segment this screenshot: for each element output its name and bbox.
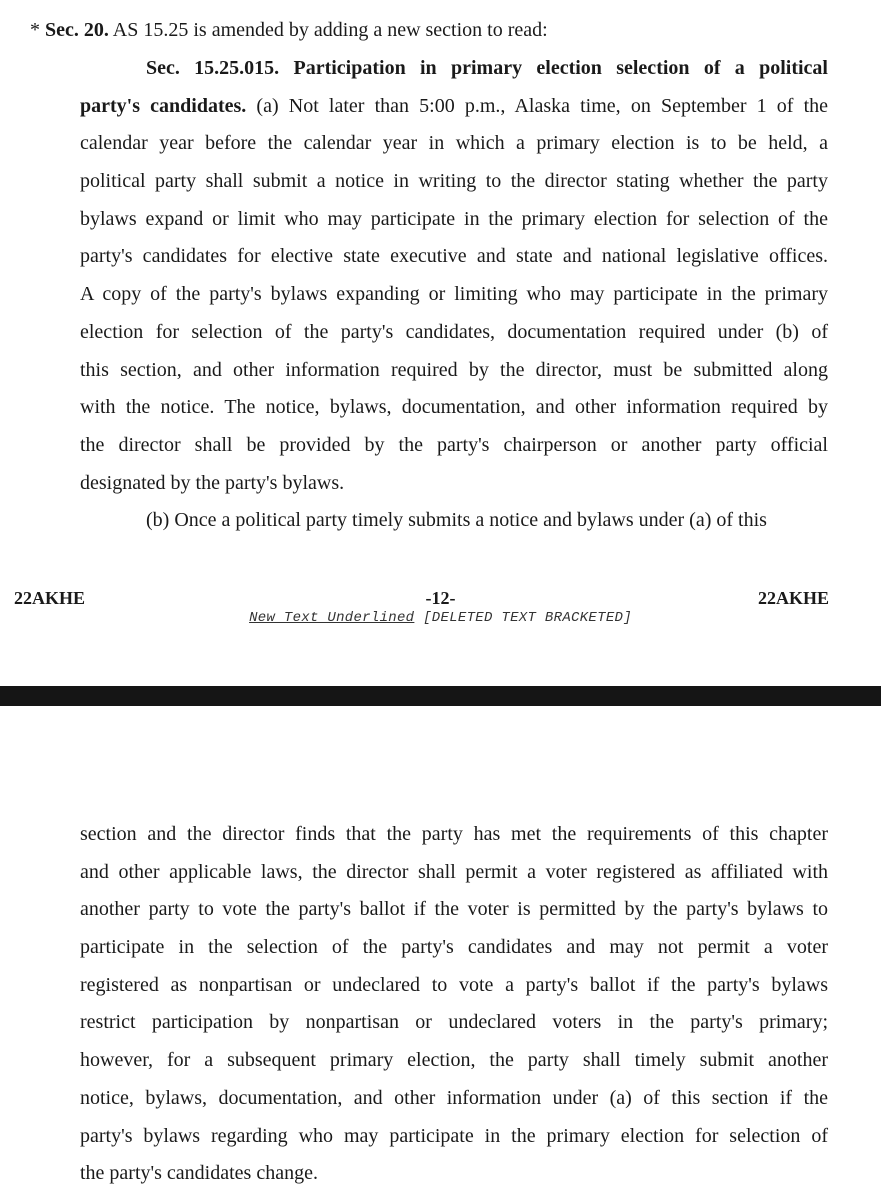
- text-line: election for selection of the party's candidates, documentation required under (b) of: [80, 320, 828, 343]
- page-bottom: [0, 706, 881, 1200]
- footer-legend: [0, 610, 881, 626]
- legend-deleted-text: [DELETED TEXT BRACKETED]: [414, 610, 632, 626]
- text-line: the party's candidates change.: [80, 1162, 318, 1185]
- text-line: the director shall be provided by the party's chairperson or another party official: [80, 433, 828, 456]
- footer-page-number: -12-: [425, 588, 456, 608]
- legend-new-text: New Text Underlined: [249, 610, 415, 626]
- text-line: with the notice. The notice, bylaws, documentation, and other information required by: [80, 396, 828, 419]
- footer-doc-code-right: 22AKHE: [757, 588, 829, 608]
- new-section-title: Sec. 15.25.015. Participation in primary election selection of a political: [146, 57, 828, 79]
- text-line: party's bylaws regarding who may participate in the primary election for selection of: [80, 1124, 828, 1147]
- text-line: another party to vote the party's ballot if the voter is permitted by the party's bylaws to: [80, 898, 828, 921]
- text-line: political party shall submit a notice in writing to the director stating whether the party: [80, 170, 828, 193]
- text-line: (b) Once a political party timely submits a notice and bylaws under (a) of this: [146, 509, 767, 532]
- text-line: calendar year before the calendar year in which a primary election is to be held, a: [80, 132, 828, 155]
- new-section-title-continued: party's candidates.: [80, 94, 247, 117]
- text-line: A copy of the party's bylaws expanding or limiting who may participate in the primary: [80, 283, 828, 306]
- page-divider: [0, 686, 881, 706]
- text-line: participate in the selection of the party's candidates and may not permit a voter: [80, 936, 828, 959]
- text-line: however, for a subsequent primary election, the party shall timely submit another: [80, 1049, 828, 1072]
- section-heading-text: AS 15.25 is amended by adding a new section to read:: [108, 19, 548, 41]
- text-line: section and the director finds that the party has met the requirements of this chapter: [80, 823, 828, 845]
- section-marker: *: [30, 19, 40, 41]
- section-label: Sec. 20.: [45, 19, 109, 41]
- text-line: restrict participation by nonpartisan or undeclared voters in the party's primary;: [80, 1011, 828, 1034]
- footer-doc-code-left: 22AKHE: [14, 588, 86, 608]
- section-body-top: [80, 50, 828, 540]
- section-body-bottom: [80, 816, 828, 1193]
- text-line: [80, 50, 828, 88]
- text-line: party's candidates for elective state executive and state and national legislative offices.: [80, 245, 828, 268]
- text-line: bylaws expand or limit who may participate in the primary election for selection of the: [80, 207, 828, 230]
- text-line: notice, bylaws, documentation, and other information under (a) of this section if the: [80, 1086, 828, 1109]
- section-heading: [30, 12, 850, 49]
- text-line: designated by the party's bylaws.: [80, 471, 345, 494]
- text-line: registered as nonpartisan or undeclared to vote a party's ballot if the party's bylaws: [80, 973, 828, 996]
- page-footer: [0, 588, 881, 638]
- text-line: and other applicable laws, the director shall permit a voter registered as affiliated with: [80, 860, 828, 883]
- text-line: party's candidates. (a) Not later than 5:00 p.m., Alaska time, on September 1 of the: [80, 94, 829, 117]
- text-line: this section, and other information required by the director, must be submitted along: [80, 358, 828, 381]
